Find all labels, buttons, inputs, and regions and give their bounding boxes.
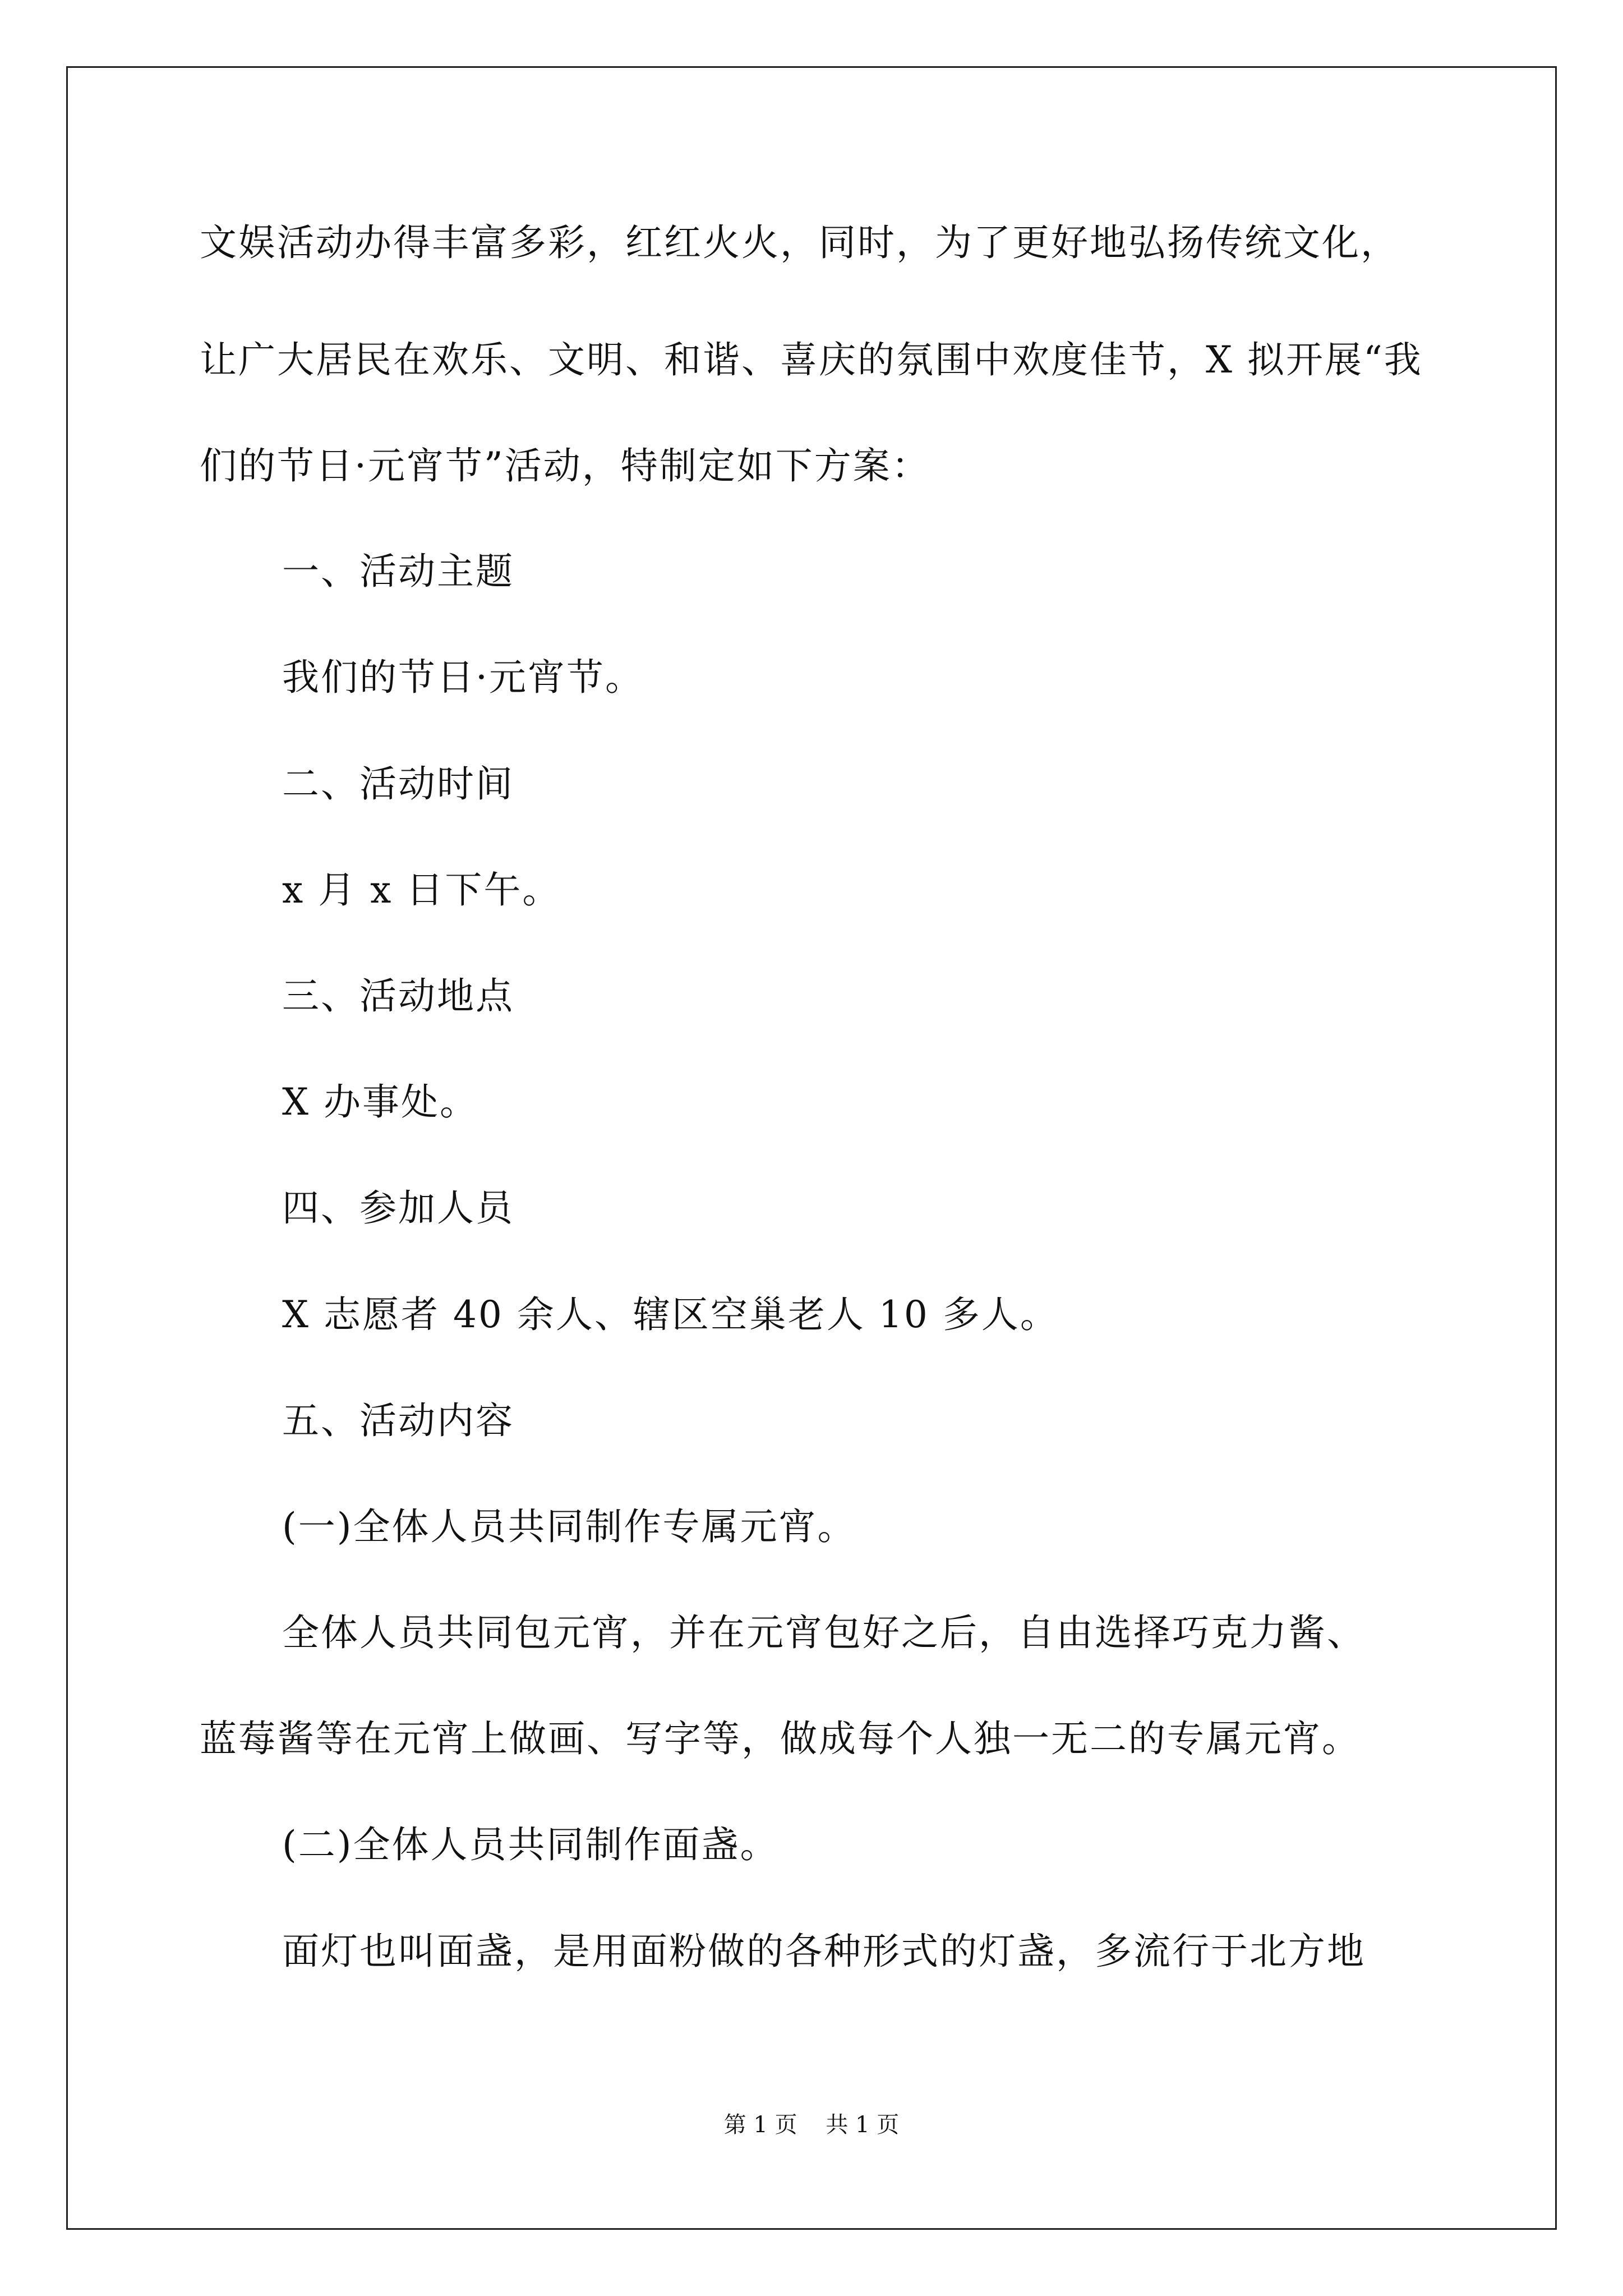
- body-line: 全体人员共同包元宵，并在元宵包好之后，自由选择巧克力酱、: [282, 1611, 1366, 1654]
- body-line: 让广大居民在欢乐、文明、和谐、喜庆的氛围中欢度佳节，X 拟开展“我: [200, 338, 1423, 381]
- page-footer: 第 1 页 共 1 页: [723, 2112, 900, 2138]
- section-heading: 一、活动主题: [282, 550, 514, 593]
- subsection-heading: (一)全体人员共同制作专属元宵。: [282, 1505, 856, 1548]
- body-line: 面灯也叫面盏，是用面粉做的各种形式的灯盏，多流行于北方地: [282, 1930, 1366, 1973]
- section-heading: 三、活动地点: [282, 974, 514, 1018]
- section-heading: 四、参加人员: [282, 1186, 514, 1230]
- page-border: [66, 66, 1557, 2230]
- body-line: 我们的节日·元宵节。: [282, 656, 644, 699]
- body-line: 们的节日·元宵节”活动，特制定如下方案：: [200, 444, 930, 487]
- body-line: X 志愿者 40 余人、辖区空巢老人 10 多人。: [282, 1293, 1059, 1336]
- body-line: 蓝莓酱等在元宵上做画、写字等，做成每个人独一无二的专属元宵。: [200, 1717, 1361, 1760]
- body-line: x 月 x 日下午。: [282, 868, 561, 912]
- body-line: 文娱活动办得丰富多彩，红红火火，同时，为了更好地弘扬传统文化，: [200, 221, 1399, 264]
- subsection-heading: (二)全体人员共同制作面盏。: [282, 1823, 779, 1866]
- body-line: X 办事处。: [282, 1080, 478, 1124]
- section-heading: 二、活动时间: [282, 762, 514, 806]
- section-heading: 五、活动内容: [282, 1399, 514, 1442]
